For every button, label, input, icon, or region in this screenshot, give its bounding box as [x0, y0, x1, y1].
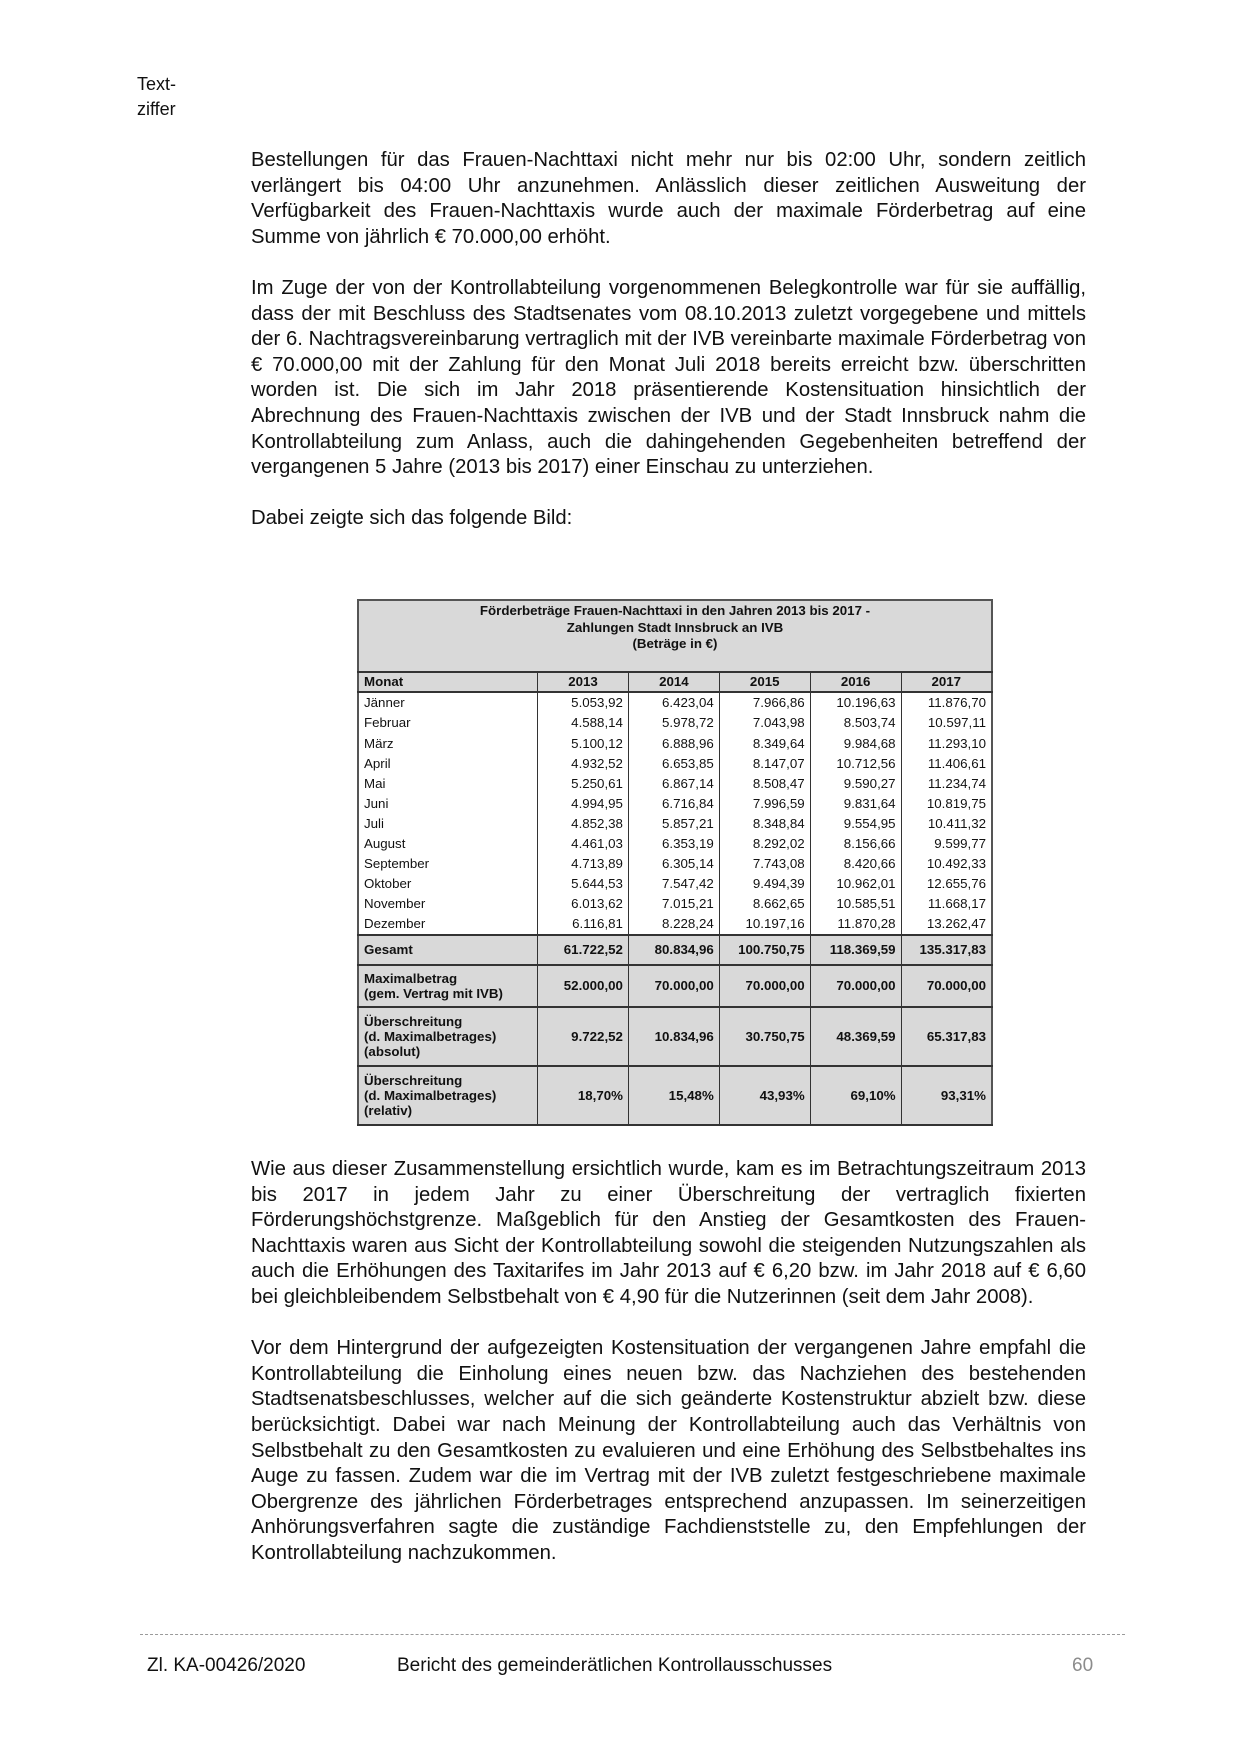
cell-value: 9.831,64 — [810, 793, 901, 813]
cell-value: 8.228,24 — [628, 914, 719, 935]
month-label: Mai — [358, 773, 538, 793]
column-header-2014: 2014 — [628, 672, 719, 692]
table-row — [358, 793, 992, 813]
paragraph-4: Wie aus dieser Zusammenstellung ersichtlich wurde, kam es im Betrachtungszeitraum 2013 bis 2017 in jedem Jahr zu einer Überschreitung der vertraglich fixierten Förderungshöchstgrenze. Maßgeblich für den Anstieg der Gesamtkosten des Frauen-Nachttaxis waren aus Sicht der Kontrollabteilung sowohl die steigenden Nutzungszahlen als auch die Erhöhungen des Taxitarifes im Jahr 2013 auf € 6,20 bzw. im Jahr 2018 auf € 6,60 bei gleichbleibendem Selbstbehalt von € 4,90 für die Nutzerinnen (seit dem Jahr 2008). — [251, 1158, 1086, 1308]
month-label: April — [358, 753, 538, 773]
table-row — [358, 733, 992, 753]
column-header-2017: 2017 — [901, 672, 992, 692]
overrun-absolute-value: 65.317,83 — [901, 1007, 992, 1066]
summary-rows — [358, 935, 992, 1125]
table-row — [358, 914, 992, 935]
cell-value: 8.662,65 — [719, 894, 810, 914]
cell-value: 10.597,11 — [901, 713, 992, 733]
cell-value: 6.305,14 — [628, 854, 719, 874]
overrun-absolute-value: 10.834,96 — [628, 1007, 719, 1066]
cell-value: 6.867,14 — [628, 773, 719, 793]
table-row — [358, 814, 992, 834]
paragraph-5: Vor dem Hintergrund der aufgezeigten Kostensituation der vergangenen Jahre empfahl die Kontrollabteilung die Einholung eines neuen bzw. das Nachziehen des bestehenden Stadtsenatsbeschlusses, welcher auf die sich geänderte Kostenstruktur abzielt bzw. diese berücksichtigt. Dabei war nach Meinung der Kontrollabteilung auch das Verhältnis von Selbstbehalt zu den Gesamtkosten zu evaluieren und eine Erhöhung des Selbstbehaltes ins Auge zu fassen. Zudem war die im Vertrag mit der IVB zuletzt festgeschriebene maximale Obergrenze des jährlichen Förderbetrages entsprechend anzupassen. Im seinerzeitigen Anhörungsverfahren sagte die zuständige Fachdienststelle zu, den Empfehlungen der Kontrollabteilung nachzukommen. — [251, 1337, 1086, 1564]
max-amount-value: 70.000,00 — [719, 965, 810, 1007]
table-header-row — [358, 672, 992, 692]
cell-value: 11.293,10 — [901, 733, 992, 753]
total-value: 80.834,96 — [628, 935, 719, 965]
table-title-line3: (Beträge in €) — [632, 636, 718, 651]
body-text-after-table — [251, 1157, 1086, 1567]
overrun-relative-row — [358, 1066, 992, 1125]
cell-value: 11.876,70 — [901, 692, 992, 713]
cell-value: 4.713,89 — [538, 854, 629, 874]
cell-value: 6.888,96 — [628, 733, 719, 753]
cell-value: 11.668,17 — [901, 894, 992, 914]
cell-value: 6.423,04 — [628, 692, 719, 713]
table-row — [358, 753, 992, 773]
month-label: Juli — [358, 814, 538, 834]
cell-value: 8.508,47 — [719, 773, 810, 793]
total-value: 135.317,83 — [901, 935, 992, 965]
month-label: August — [358, 834, 538, 854]
total-value: 100.750,75 — [719, 935, 810, 965]
cell-value: 8.349,64 — [719, 733, 810, 753]
month-label: November — [358, 894, 538, 914]
footer-reference: Zl. KA-00426/2020 — [147, 1655, 306, 1676]
cell-value: 10.585,51 — [810, 894, 901, 914]
cell-value: 8.420,66 — [810, 854, 901, 874]
cell-value: 7.996,59 — [719, 793, 810, 813]
paragraph-2: Im Zuge der von der Kontrollabteilung vorgenommenen Belegkontrolle war für sie auffällig, dass der mit Beschluss des Stadtsenates vom 08.10.2013 zuletzt vorgegebene und mittels der 6. Nachtragsvereinbarung vertraglich mit der IVB vereinbarte maximale Förderbetrag von € 70.000,00 mit der Zahlung für den Monat Juli 2018 bereits erreicht bzw. überschritten worden ist. Die sich im Jahr 2018 präsentierende Kostensituation hinsichtlich der Abrechnung des Frauen-Nachttaxis zwischen der IVB und der Stadt Innsbruck nahm die Kontrollabteilung zum Anlass, auch die dahingehenden Gegebenheiten betreffend der vergangenen 5 Jahre (2013 bis 2017) einer Einschau zu unterziehen. — [251, 276, 1086, 479]
overrun-relative-value: 43,93% — [719, 1066, 810, 1125]
funding-table — [357, 599, 993, 1126]
cell-value: 9.494,39 — [719, 874, 810, 894]
month-rows — [358, 692, 992, 935]
column-header-2015: 2015 — [719, 672, 810, 692]
overrun-absolute-label-line1: Überschreitung — [364, 1013, 463, 1029]
cell-value: 10.411,32 — [901, 814, 992, 834]
total-value: 61.722,52 — [538, 935, 629, 965]
max-amount-label — [358, 965, 538, 1007]
footer-title: Bericht des gemeinderätlichen Kontrollausschusses — [397, 1655, 833, 1676]
margin-label-line1: Text- — [137, 74, 177, 94]
max-amount-label-line2: (gem. Vertrag mit IVB) — [364, 986, 503, 1002]
cell-value: 8.147,07 — [719, 753, 810, 773]
cell-value: 4.461,03 — [538, 834, 629, 854]
cell-value: 11.870,28 — [810, 914, 901, 935]
cell-value: 5.978,72 — [628, 713, 719, 733]
margin-label-line2: ziffer — [137, 99, 176, 119]
cell-value: 11.406,61 — [901, 753, 992, 773]
margin-label-textziffer — [137, 72, 176, 122]
cell-value: 8.292,02 — [719, 834, 810, 854]
column-header-monat: Monat — [358, 672, 538, 692]
page-number: 60 — [1072, 1655, 1094, 1676]
total-label: Gesamt — [358, 935, 538, 965]
cell-value: 12.655,76 — [901, 874, 992, 894]
cell-value: 5.053,92 — [538, 692, 629, 713]
cell-value: 5.100,12 — [538, 733, 629, 753]
cell-value: 8.348,84 — [719, 814, 810, 834]
overrun-absolute-label-line3: (absolut) — [364, 1044, 421, 1060]
table-row — [358, 874, 992, 894]
month-label: Februar — [358, 713, 538, 733]
cell-value: 7.043,98 — [719, 713, 810, 733]
cell-value: 10.197,16 — [719, 914, 810, 935]
table-row — [358, 854, 992, 874]
cell-value: 4.994,95 — [538, 793, 629, 813]
total-row — [358, 935, 992, 965]
month-label: September — [358, 854, 538, 874]
cell-value: 9.590,27 — [810, 773, 901, 793]
cell-value: 7.015,21 — [628, 894, 719, 914]
table-title-line2: Zahlungen Stadt Innsbruck an IVB — [566, 619, 784, 635]
table-title — [358, 600, 992, 672]
cell-value: 7.966,86 — [719, 692, 810, 713]
cell-value: 5.644,53 — [538, 874, 629, 894]
overrun-relative-value: 69,10% — [810, 1066, 901, 1125]
table-row — [358, 773, 992, 793]
overrun-absolute-label — [358, 1007, 538, 1066]
table-row — [358, 692, 992, 713]
overrun-relative-label-line3: (relativ) — [364, 1103, 413, 1119]
max-amount-value: 70.000,00 — [628, 965, 719, 1007]
overrun-relative-value: 18,70% — [538, 1066, 629, 1125]
total-value: 118.369,59 — [810, 935, 901, 965]
cell-value: 7.743,08 — [719, 854, 810, 874]
max-amount-row — [358, 965, 992, 1007]
max-amount-value: 70.000,00 — [810, 965, 901, 1007]
overrun-absolute-row — [358, 1007, 992, 1066]
month-label: Dezember — [358, 914, 538, 935]
cell-value: 6.116,81 — [538, 914, 629, 935]
cell-value: 10.819,75 — [901, 793, 992, 813]
cell-value: 10.492,33 — [901, 854, 992, 874]
overrun-relative-label — [358, 1066, 538, 1125]
table-row — [358, 713, 992, 733]
cell-value: 4.588,14 — [538, 713, 629, 733]
column-header-2016: 2016 — [810, 672, 901, 692]
overrun-relative-label-line1: Überschreitung — [364, 1072, 463, 1088]
cell-value: 9.599,77 — [901, 834, 992, 854]
paragraph-1: Bestellungen für das Frauen-Nachttaxi nicht mehr nur bis 02:00 Uhr, sondern zeitlich verlängert bis 04:00 Uhr anzunehmen. Anlässlich dieser zeitlichen Ausweitung der Verfügbarkeit des Frauen-Nachttaxis wurde auch der maximale Förderbetrag auf eine Summe von jährlich € 70.000,00 erhöht. — [251, 149, 1086, 248]
cell-value: 5.250,61 — [538, 773, 629, 793]
month-label: Juni — [358, 793, 538, 813]
table-row — [358, 894, 992, 914]
table-title-line1: Förderbeträge Frauen-Nachttaxi in den Jahren 2013 bis 2017 - — [479, 603, 871, 618]
cell-value: 6.653,85 — [628, 753, 719, 773]
max-amount-label-line1: Maximalbetrag — [364, 970, 458, 986]
cell-value: 7.547,42 — [628, 874, 719, 894]
body-text — [251, 148, 1086, 558]
overrun-relative-value: 15,48% — [628, 1066, 719, 1125]
cell-value: 9.984,68 — [810, 733, 901, 753]
cell-value: 4.932,52 — [538, 753, 629, 773]
month-label: März — [358, 733, 538, 753]
overrun-relative-value: 93,31% — [901, 1066, 992, 1125]
cell-value: 10.712,56 — [810, 753, 901, 773]
max-amount-value: 52.000,00 — [538, 965, 629, 1007]
cell-value: 5.857,21 — [628, 814, 719, 834]
max-amount-value: 70.000,00 — [901, 965, 992, 1007]
overrun-absolute-label-line2: (d. Maximalbetrages) — [364, 1028, 497, 1044]
cell-value: 8.156,66 — [810, 834, 901, 854]
funding-table-grid — [357, 599, 993, 1126]
table-row — [358, 834, 992, 854]
cell-value: 8.503,74 — [810, 713, 901, 733]
overrun-absolute-value: 30.750,75 — [719, 1007, 810, 1066]
footer-divider — [140, 1634, 1125, 1635]
month-label: Jänner — [358, 692, 538, 713]
column-header-2013: 2013 — [538, 672, 629, 692]
month-label: Oktober — [358, 874, 538, 894]
cell-value: 6.353,19 — [628, 834, 719, 854]
cell-value: 4.852,38 — [538, 814, 629, 834]
overrun-absolute-value: 48.369,59 — [810, 1007, 901, 1066]
cell-value: 11.234,74 — [901, 773, 992, 793]
cell-value: 6.013,62 — [538, 894, 629, 914]
cell-value: 6.716,84 — [628, 793, 719, 813]
paragraph-3: Dabei zeigte sich das folgende Bild: — [251, 507, 573, 530]
cell-value: 13.262,47 — [901, 914, 992, 935]
cell-value: 10.196,63 — [810, 692, 901, 713]
cell-value: 10.962,01 — [810, 874, 901, 894]
cell-value: 9.554,95 — [810, 814, 901, 834]
overrun-relative-label-line2: (d. Maximalbetrages) — [364, 1087, 497, 1103]
overrun-absolute-value: 9.722,52 — [538, 1007, 629, 1066]
